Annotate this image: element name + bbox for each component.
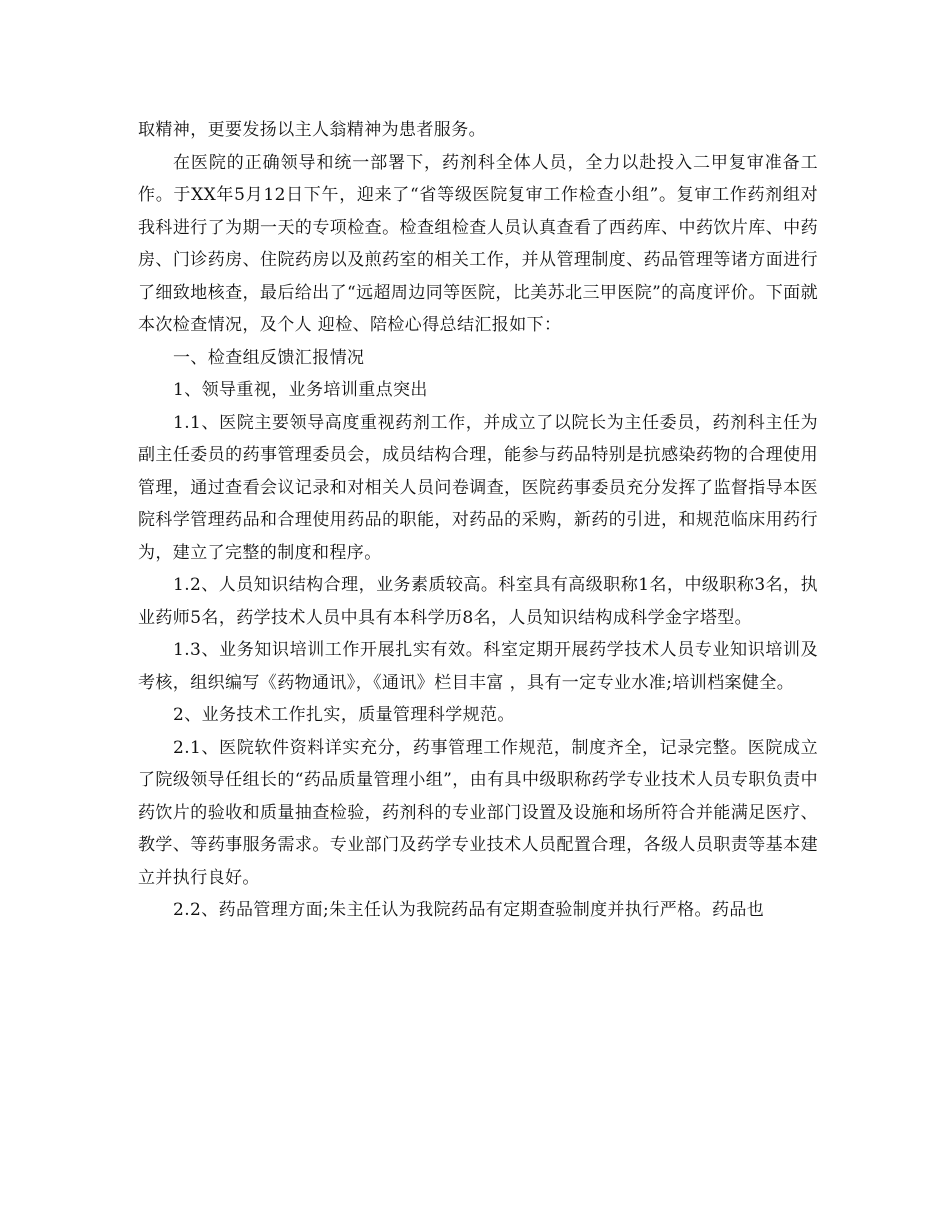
- paragraph: 1.1、医院主要领导高度重视药剂工作，并成立了以院长为主任委员，药剂科主任为副主任委员的药事管理委员会，成员结构合理，能参与药品特别是抗感染药物的合理使用管理，通过查看会议记录和对相关人员问卷调查，医院药事委员充分发挥了监督指导本医院科学管理药品和合理使用药品的职能，对药品的采购，新药的引进，和规范临床用药行为，建立了完整的制度和程序。: [138, 412, 818, 563]
- paragraph: 2.1、医院软件资料详实充分，药事管理工作规范，制度齐全，记录完整。医院成立了院级领导任组长的“药品质量管理小组”，由有具中级职称药学专业技术人员专职负责中药饮片的验收和质量抽查检验，药剂科的专业部门设置及设施和场所符合并能满足医疗、教学、等药事服务需求。专业部门及药学专业技术人员配置合理，各级人员职责等基本建立并执行良好。: [138, 737, 818, 888]
- paragraph: 1.2、人员知识结构合理，业务素质较高。科室具有高级职称1名，中级职称3名，执业药师5名，药学技术人员中具有本科学历8名，人员知识结构成科学金字塔型。: [138, 575, 818, 628]
- subsection-heading: 1、领导重视，业务培训重点突出: [173, 380, 428, 400]
- paragraph: 在医院的正确领导和统一部署下，药剂科全体人员，全力以赴投入二甲复审准备工作。于XX年5月12日下午，迎来了“省等级医院复审工作检查小组”。复审工作药剂组对我科进行了为期一天的专项检查。检查组检查人员认真查看了西药库、中药饮片库、中药房、门诊药房、住院药房以及煎药室的相关工作，并从管理制度、药品管理等诸方面进行了细致地核查，最后给出了“远超周边同等医院，比美苏北三甲医院”的高度评价。下面就本次检查情况，及个人 迎检、陪检心得总结汇报如下：: [138, 152, 818, 335]
- paragraph: 1.3、业务知识培训工作开展扎实有效。科室定期开展药学技术人员专业知识培训及考核，组织编写《药物通讯》，《通讯》栏目丰富 ，具有一定专业水准;培训档案健全。: [138, 640, 818, 693]
- subsection-heading: 2、业务技术工作扎实，质量管理科学规范。: [173, 705, 515, 725]
- paragraph: 取精神，更要发扬以主人翁精神为患者服务。: [138, 120, 486, 140]
- section-heading: 一、检查组反馈汇报情况: [173, 347, 365, 368]
- document-body: [138, 114, 818, 927]
- paragraph: 2.2、药品管理方面;朱主任认为我院药品有定期查验制度并执行严格。药品也: [173, 900, 765, 920]
